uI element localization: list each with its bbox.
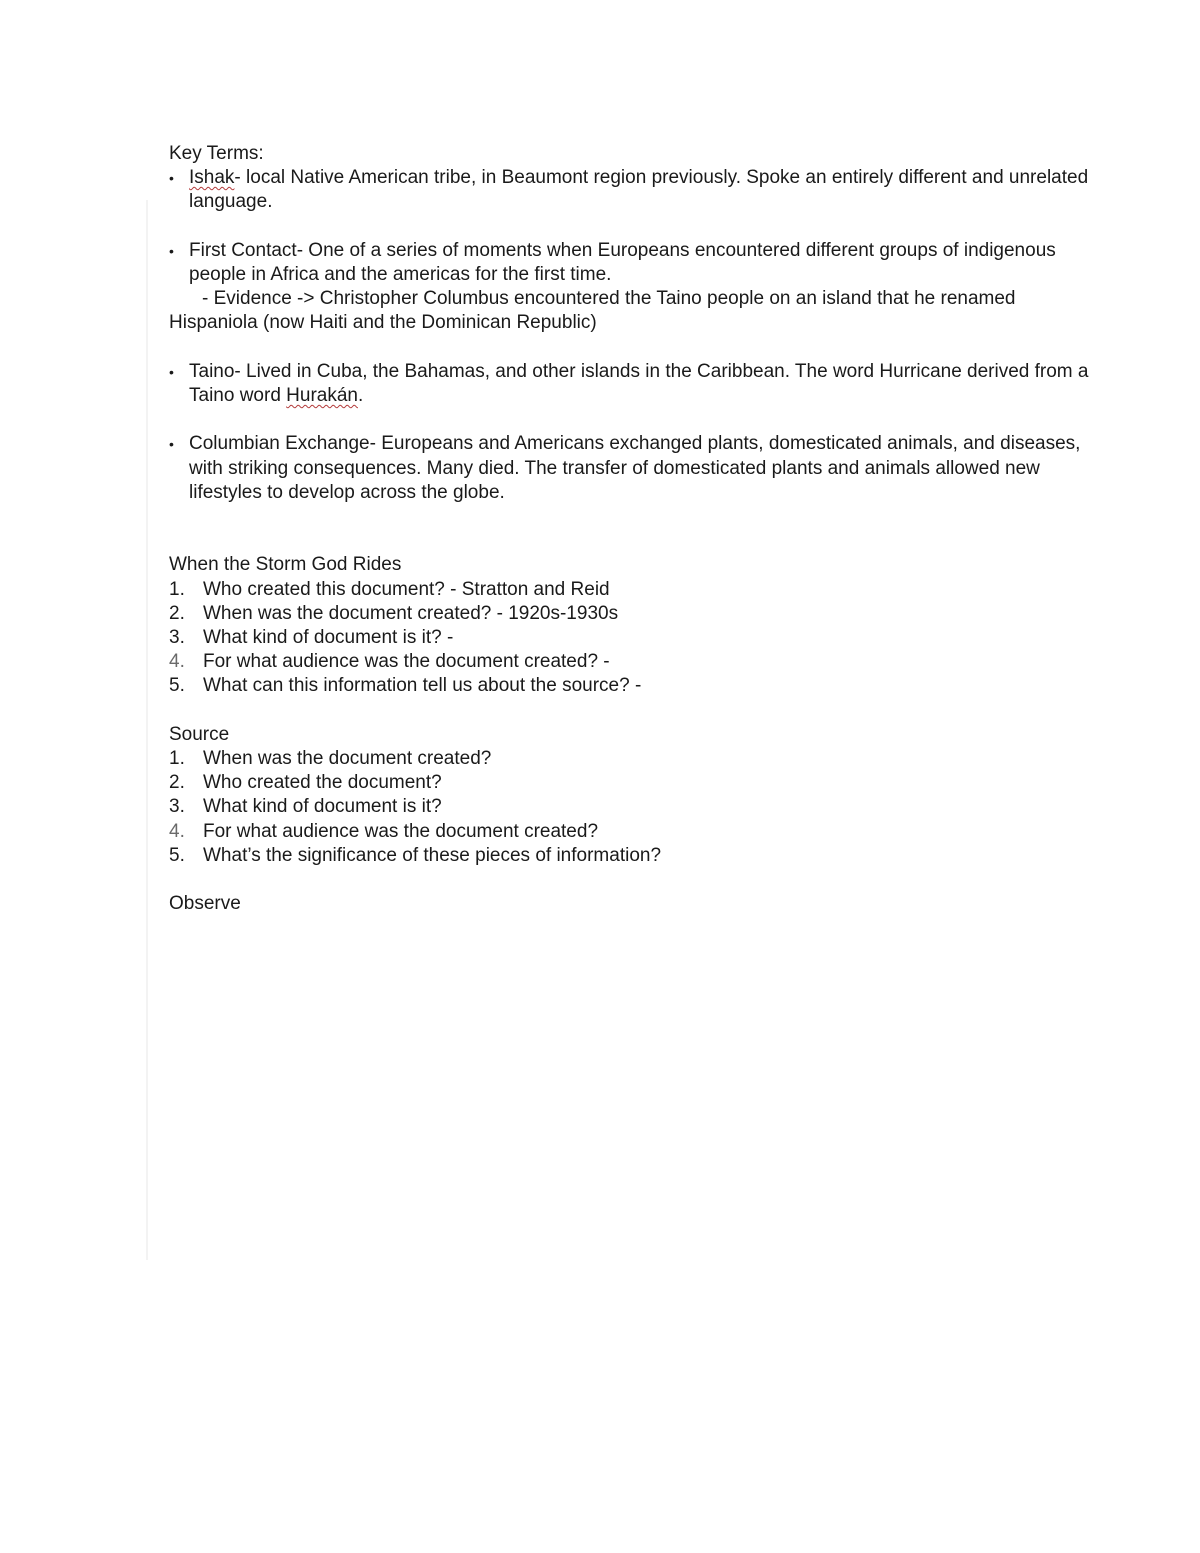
item-text: Who created the document?	[203, 772, 442, 794]
spacer	[169, 868, 1089, 892]
storm-god-questions	[169, 578, 1089, 699]
item-text: What kind of document is it?	[203, 796, 442, 818]
bullet-dot: •	[169, 436, 174, 453]
list-item	[169, 650, 1089, 674]
item-number: 5.	[169, 844, 185, 866]
spacer	[169, 529, 1089, 553]
item-number: 3.	[169, 626, 185, 648]
item-number: 1.	[169, 747, 185, 769]
list-item	[169, 820, 1089, 844]
item-text: What kind of document is it? -	[203, 626, 454, 648]
item-number: 3.	[169, 796, 185, 818]
item-text: When was the document created? - 1920s-1930s	[203, 602, 619, 624]
term-taino-end: .	[358, 385, 364, 406]
term-taino-word: Hurakán	[286, 385, 358, 406]
item-text: What can this information tell us about the source? -	[203, 675, 642, 697]
bullet-dot: •	[169, 242, 174, 259]
item-text: For what audience was the document created? -	[203, 651, 610, 673]
document-content	[169, 142, 1089, 916]
term-ishak	[169, 166, 1089, 214]
list-item	[169, 844, 1089, 868]
term-taino-text: Taino- Lived in Cuba, the Bahamas, and other islands in the Caribbean. The word Hurricane derived from a Taino word	[189, 360, 1089, 406]
item-number: 2.	[169, 602, 185, 624]
source-heading: Source	[169, 723, 230, 745]
key-terms-list	[169, 166, 1089, 505]
list-item	[169, 747, 1089, 771]
term-columbian-exchange	[169, 432, 1089, 505]
list-item	[169, 771, 1089, 795]
item-number: 4.	[169, 651, 185, 673]
item-number: 2.	[169, 772, 185, 794]
storm-god-heading: When the Storm God Rides	[169, 554, 402, 576]
term-taino	[169, 360, 1089, 408]
list-item	[169, 795, 1089, 819]
term-first-contact	[169, 239, 1089, 336]
term-columbian-exchange-text: Columbian Exchange- Europeans and Americans exchanged plants, domesticated animals, and diseases, with striking consequences. Many died. The transfer of domesticated plants and animals allowed new lifestyles to develop across the globe.	[189, 433, 1081, 503]
term-first-contact-text: First Contact- One of a series of moments when Europeans encountered different groups of indigenous people in Africa and the americas for the first time.	[189, 239, 1056, 285]
bullet-dot: •	[169, 170, 174, 187]
item-text: When was the document created?	[203, 747, 492, 769]
key-terms-heading: Key Terms:	[169, 143, 264, 164]
item-text: What’s the significance of these pieces of information?	[203, 844, 662, 866]
term-ishak-word: Ishak	[189, 167, 235, 189]
list-item	[169, 674, 1089, 698]
item-text: For what audience was the document created?	[203, 820, 599, 842]
term-ishak-text: - local Native American tribe, in Beaumont region previously. Spoke an entirely different and unrelated language.	[189, 167, 1089, 213]
spacer	[169, 699, 1089, 723]
spacer	[169, 505, 1089, 529]
bullet-dot: •	[169, 363, 174, 380]
term-first-contact-evidence: - Evidence -> Christopher Columbus encountered the Taino people on an island that he renamed Hispaniola (now Haiti and the Dominican Republic)	[169, 288, 1016, 334]
page-edge-shade	[146, 200, 148, 1260]
list-item	[169, 578, 1089, 602]
list-item	[169, 602, 1089, 626]
item-number: 4.	[169, 820, 185, 842]
item-text: Who created this document? - Stratton and Reid	[203, 578, 610, 600]
item-number: 1.	[169, 578, 185, 600]
observe-heading: Observe	[169, 893, 241, 915]
item-number: 5.	[169, 675, 185, 697]
source-questions	[169, 747, 1089, 868]
list-item	[169, 626, 1089, 650]
